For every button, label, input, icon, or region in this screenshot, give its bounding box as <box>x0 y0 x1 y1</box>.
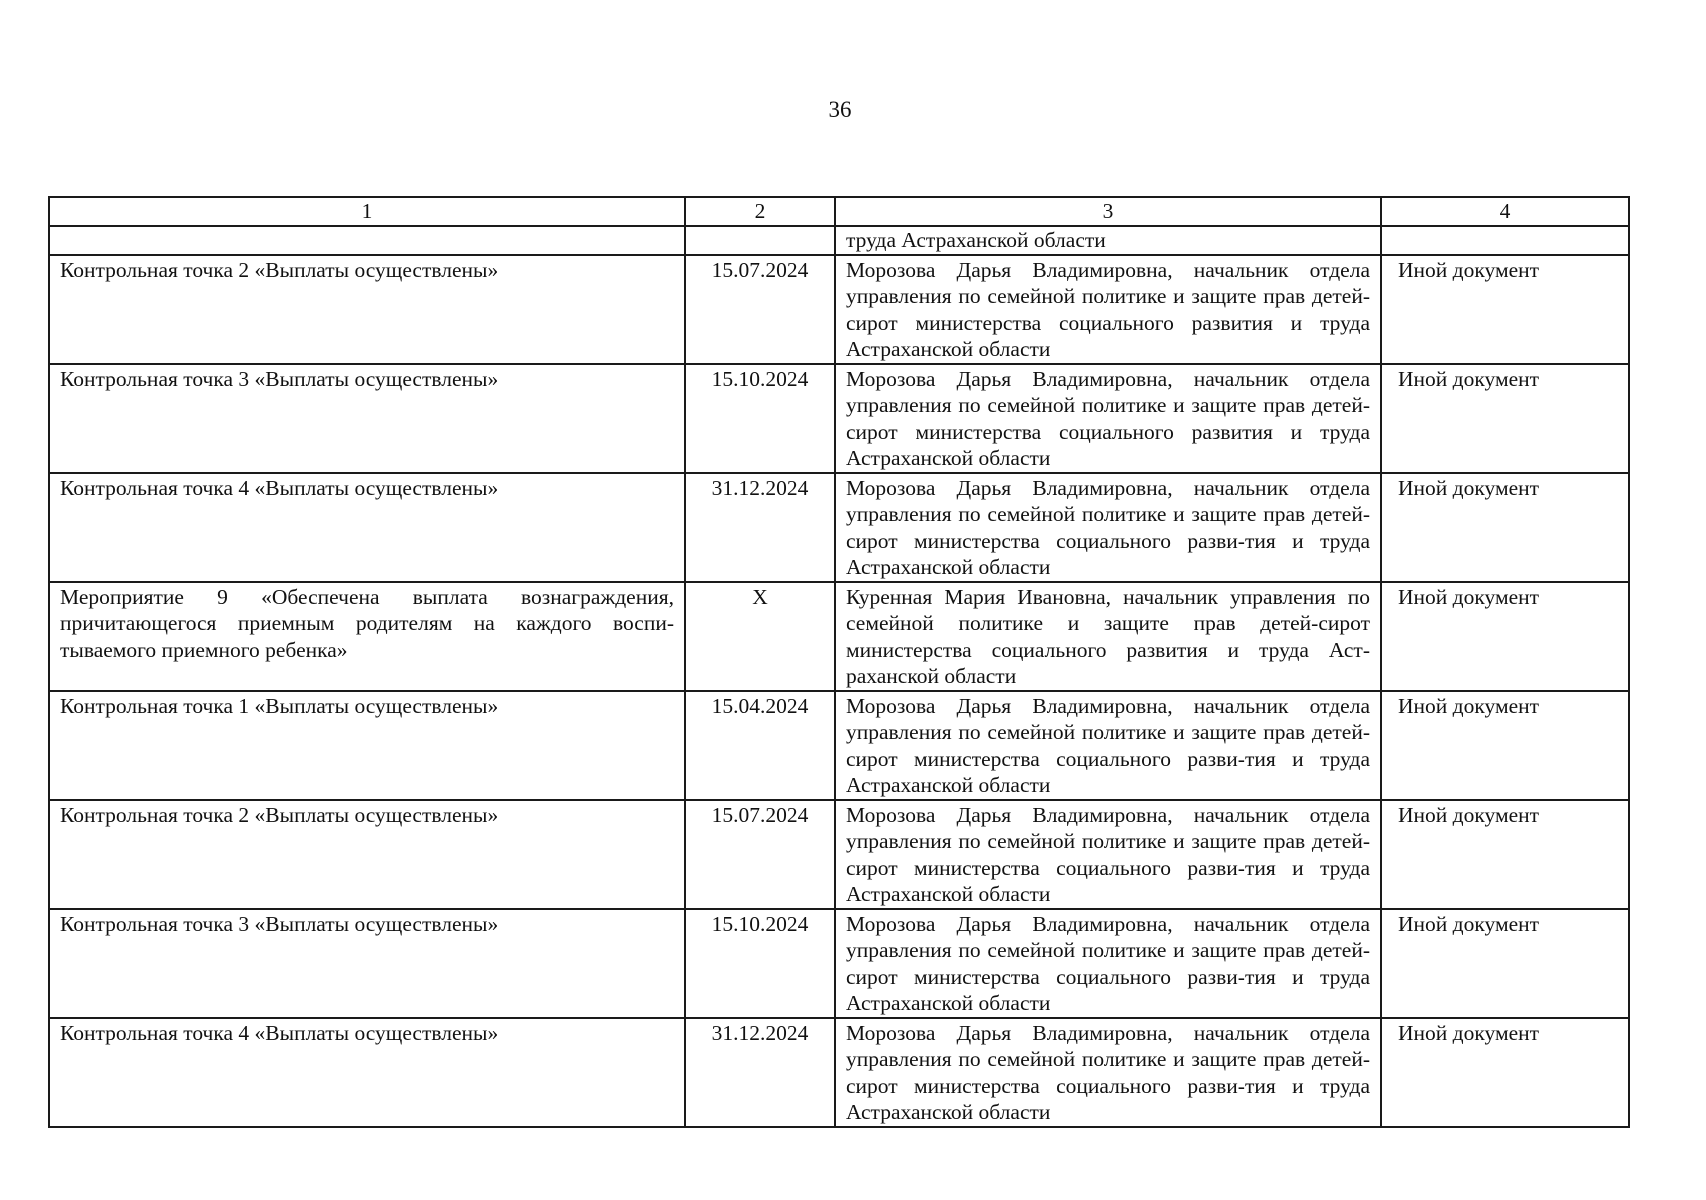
control-points-table <box>48 196 1630 1128</box>
cell-document: Иной документ <box>1381 473 1629 582</box>
table-header-row <box>49 197 1629 226</box>
table-row <box>49 473 1629 582</box>
table-row-continuation <box>49 226 1629 255</box>
cell-event <box>49 226 685 255</box>
cell-event: Контрольная точка 3 «Выплаты осуществлены» <box>49 909 685 1018</box>
cell-date: 15.10.2024 <box>685 909 835 1018</box>
cell-date: Х <box>685 582 835 691</box>
cell-document: Иной документ <box>1381 364 1629 473</box>
cell-responsible: Морозова Дарья Владимировна, начальник отдела управления по семейной политике и защите прав детей-сирот министерства социального разви-тия и труда Астраханской области <box>835 1018 1381 1127</box>
cell-responsible: труда Астраханской области <box>835 226 1381 255</box>
cell-date: 15.04.2024 <box>685 691 835 800</box>
cell-event: Мероприятие 9 «Обеспечена выплата вознаграждения, причитающегося приемным родителям на каждого воспи-тываемого приемного ребенка» <box>49 582 685 691</box>
table-row <box>49 800 1629 909</box>
cell-date: 31.12.2024 <box>685 473 835 582</box>
cell-document <box>1381 226 1629 255</box>
cell-responsible: Морозова Дарья Владимировна, начальник отдела управления по семейной политике и защите прав детей-сирот министерства социального разви-тия и труда Астраханской области <box>835 909 1381 1018</box>
cell-responsible: Морозова Дарья Владимировна, начальник отдела управления по семейной политике и защите прав детей-сирот министерства социального разви-тия и труда Астраханской области <box>835 473 1381 582</box>
column-header: 2 <box>685 197 835 226</box>
column-header: 4 <box>1381 197 1629 226</box>
cell-responsible: Морозова Дарья Владимировна, начальник отдела управления по семейной политике и защите прав детей-сирот министерства социального разви-тия и труда Астраханской области <box>835 800 1381 909</box>
cell-date: 15.07.2024 <box>685 255 835 364</box>
table-row <box>49 691 1629 800</box>
cell-date: 31.12.2024 <box>685 1018 835 1127</box>
table-row <box>49 1018 1629 1127</box>
cell-responsible: Куренная Мария Ивановна, начальник управления по семейной политике и защите прав детей-сирот министерства социального развития и труда Аст-раханской области <box>835 582 1381 691</box>
cell-responsible: Морозова Дарья Владимировна, начальник отдела управления по семейной политике и защите прав детей-сирот министерства социального разви-тия и труда Астраханской области <box>835 691 1381 800</box>
cell-event: Контрольная точка 1 «Выплаты осуществлены» <box>49 691 685 800</box>
cell-document: Иной документ <box>1381 909 1629 1018</box>
table-row <box>49 255 1629 364</box>
cell-document: Иной документ <box>1381 582 1629 691</box>
cell-event: Контрольная точка 2 «Выплаты осуществлены» <box>49 800 685 909</box>
cell-document: Иной документ <box>1381 255 1629 364</box>
column-header: 1 <box>49 197 685 226</box>
column-header: 3 <box>835 197 1381 226</box>
cell-event: Контрольная точка 3 «Выплаты осуществлены» <box>49 364 685 473</box>
page-number: 36 <box>828 97 852 122</box>
cell-document: Иной документ <box>1381 1018 1629 1127</box>
cell-event: Контрольная точка 2 «Выплаты осуществлены» <box>49 255 685 364</box>
cell-event: Контрольная точка 4 «Выплаты осуществлены» <box>49 1018 685 1127</box>
table-row <box>49 364 1629 473</box>
table-row <box>49 582 1629 691</box>
cell-document: Иной документ <box>1381 800 1629 909</box>
cell-document: Иной документ <box>1381 691 1629 800</box>
cell-responsible: Морозова Дарья Владимировна, начальник отдела управления по семейной политике и защите прав детей-сирот министерства социального развития и труда Астраханской области <box>835 255 1381 364</box>
cell-date <box>685 226 835 255</box>
table-row <box>49 909 1629 1018</box>
cell-event: Контрольная точка 4 «Выплаты осуществлены» <box>49 473 685 582</box>
cell-date: 15.10.2024 <box>685 364 835 473</box>
cell-date: 15.07.2024 <box>685 800 835 909</box>
cell-responsible: Морозова Дарья Владимировна, начальник отдела управления по семейной политике и защите прав детей-сирот министерства социального развития и труда Астраханской области <box>835 364 1381 473</box>
